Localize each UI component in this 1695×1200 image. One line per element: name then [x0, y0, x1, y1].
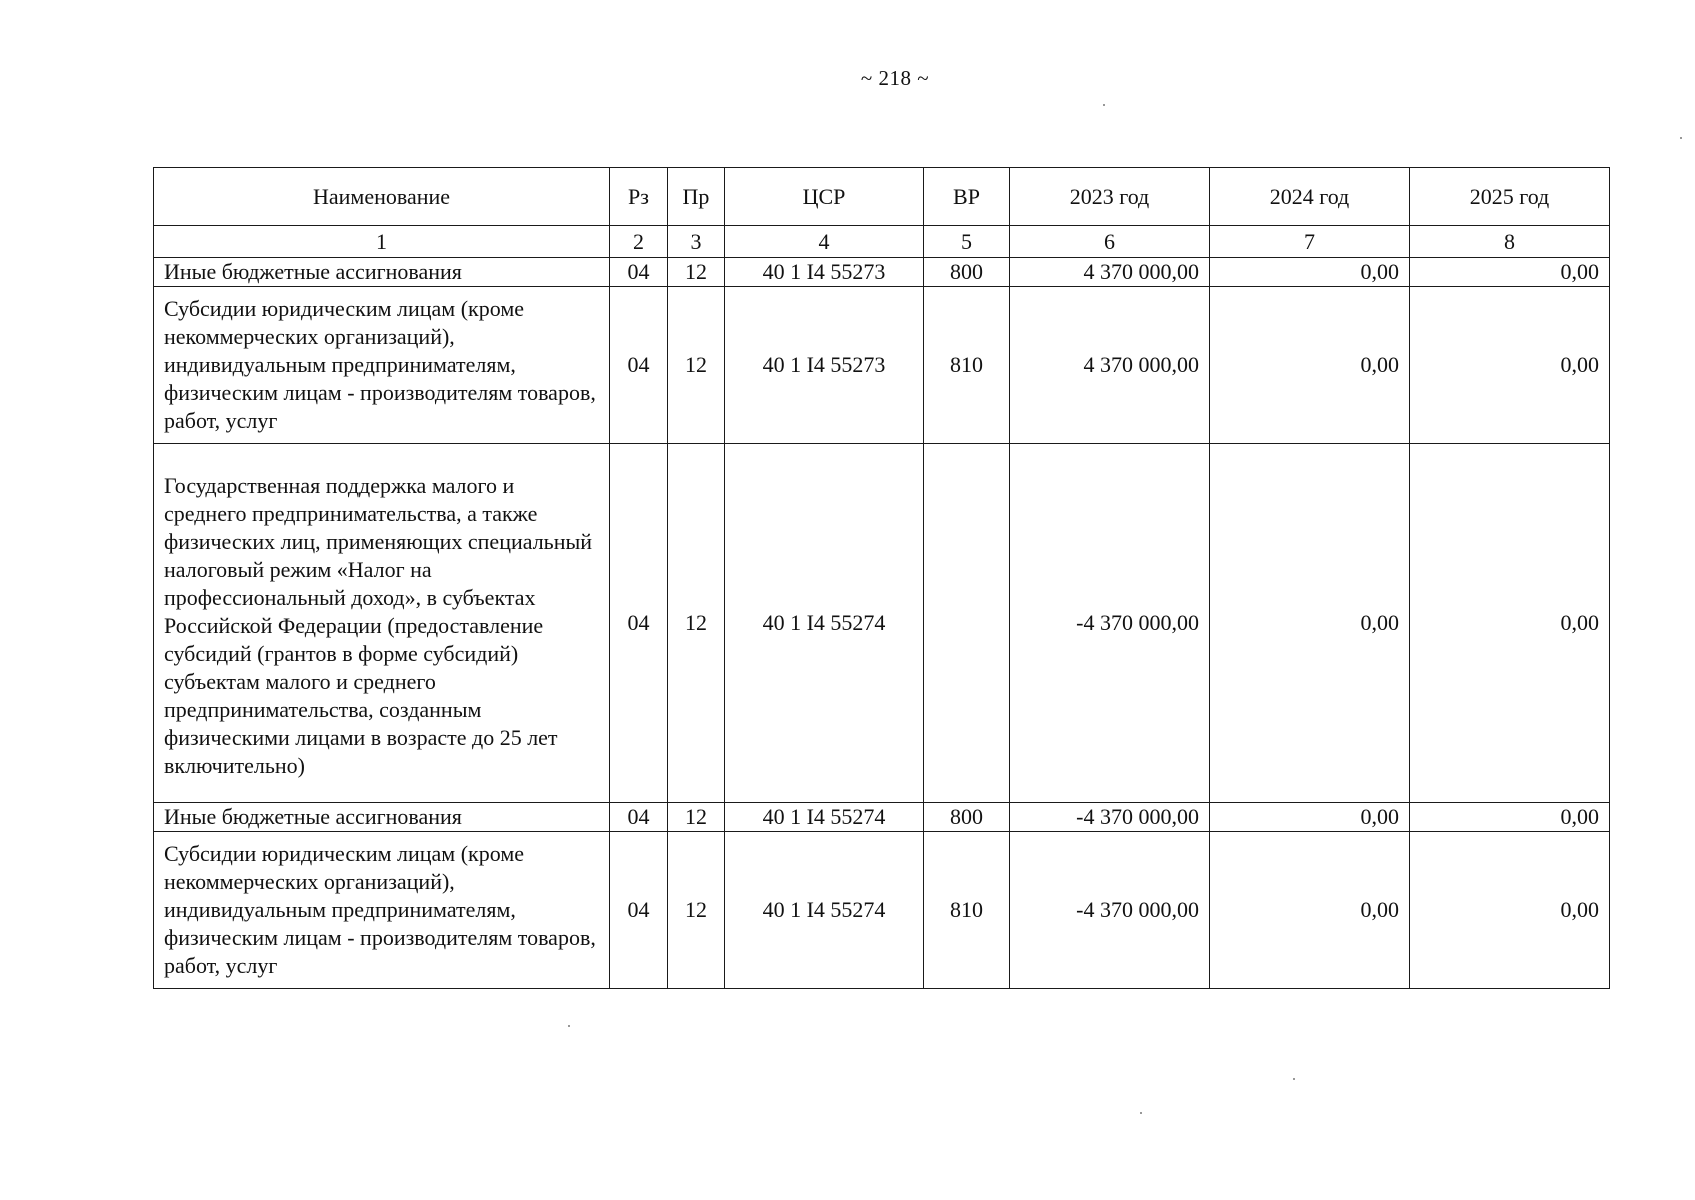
column-number-row	[154, 226, 1610, 258]
header-2023: 2023 год	[1010, 168, 1210, 226]
row-2025: 0,00	[1410, 803, 1610, 832]
row-name: Субсидии юридическим лицам (кроме некоммерческих организаций), индивидуальным предпринимателям, физическим лицам - производителям товаров, работ, услуг	[154, 287, 610, 444]
column-number: 7	[1210, 226, 1410, 258]
row-vr	[924, 444, 1010, 803]
scan-speck	[1293, 1078, 1295, 1080]
row-vr: 800	[924, 258, 1010, 287]
header-csr: ЦСР	[725, 168, 924, 226]
header-name: Наименование	[154, 168, 610, 226]
table-row	[154, 258, 1610, 287]
row-2023: -4 370 000,00	[1010, 444, 1210, 803]
column-number: 4	[725, 226, 924, 258]
row-2024: 0,00	[1210, 287, 1410, 444]
row-vr: 800	[924, 803, 1010, 832]
table-row	[154, 444, 1610, 803]
header-2025: 2025 год	[1410, 168, 1610, 226]
row-csr: 40 1 I4 55274	[725, 803, 924, 832]
table-header	[154, 168, 1610, 258]
row-2025: 0,00	[1410, 832, 1610, 989]
row-csr: 40 1 I4 55273	[725, 287, 924, 444]
row-2023: -4 370 000,00	[1010, 803, 1210, 832]
row-2023: 4 370 000,00	[1010, 258, 1210, 287]
scan-speck	[1680, 137, 1682, 139]
budget-table	[153, 167, 1610, 989]
row-rz: 04	[610, 444, 668, 803]
row-rz: 04	[610, 258, 668, 287]
scan-speck	[568, 1025, 570, 1027]
scan-speck	[1103, 104, 1105, 106]
row-2023: -4 370 000,00	[1010, 832, 1210, 989]
row-2025: 0,00	[1410, 287, 1610, 444]
header-pr: Пр	[668, 168, 725, 226]
row-pr: 12	[668, 444, 725, 803]
row-pr: 12	[668, 803, 725, 832]
table-row	[154, 803, 1610, 832]
column-number: 3	[668, 226, 725, 258]
row-pr: 12	[668, 258, 725, 287]
header-row	[154, 168, 1610, 226]
column-number: 1	[154, 226, 610, 258]
header-vr: ВР	[924, 168, 1010, 226]
table-row	[154, 287, 1610, 444]
row-rz: 04	[610, 803, 668, 832]
row-name: Иные бюджетные ассигнования	[154, 258, 610, 287]
row-name: Субсидии юридическим лицам (кроме некоммерческих организаций), индивидуальным предпринимателям, физическим лицам - производителям товаров, работ, услуг	[154, 832, 610, 989]
row-rz: 04	[610, 832, 668, 989]
row-name: Государственная поддержка малого и среднего предпринимательства, а также физических лиц, применяющих специальный налоговый режим «Налог на профессиональный доход», в субъектах Российской Федерации (предоставление субсидий (грантов в форме субсидий) субъектам малого и среднего предпринимательства, созданным физическими лицами в возрасте до 25 лет включительно)	[154, 444, 610, 803]
column-number: 5	[924, 226, 1010, 258]
row-vr: 810	[924, 287, 1010, 444]
table-body	[154, 258, 1610, 989]
row-2025: 0,00	[1410, 258, 1610, 287]
row-pr: 12	[668, 832, 725, 989]
row-csr: 40 1 I4 55274	[725, 832, 924, 989]
scan-speck	[1140, 1112, 1142, 1114]
row-pr: 12	[668, 287, 725, 444]
row-2023: 4 370 000,00	[1010, 287, 1210, 444]
row-vr: 810	[924, 832, 1010, 989]
row-2025: 0,00	[1410, 444, 1610, 803]
row-2024: 0,00	[1210, 258, 1410, 287]
row-rz: 04	[610, 287, 668, 444]
row-csr: 40 1 I4 55274	[725, 444, 924, 803]
row-name: Иные бюджетные ассигнования	[154, 803, 610, 832]
page-number: ~ 218 ~	[860, 66, 930, 90]
column-number: 6	[1010, 226, 1210, 258]
table-row	[154, 832, 1610, 989]
row-2024: 0,00	[1210, 803, 1410, 832]
row-2024: 0,00	[1210, 832, 1410, 989]
row-csr: 40 1 I4 55273	[725, 258, 924, 287]
column-number: 8	[1410, 226, 1610, 258]
header-2024: 2024 год	[1210, 168, 1410, 226]
column-number: 2	[610, 226, 668, 258]
header-rz: Рз	[610, 168, 668, 226]
row-2024: 0,00	[1210, 444, 1410, 803]
